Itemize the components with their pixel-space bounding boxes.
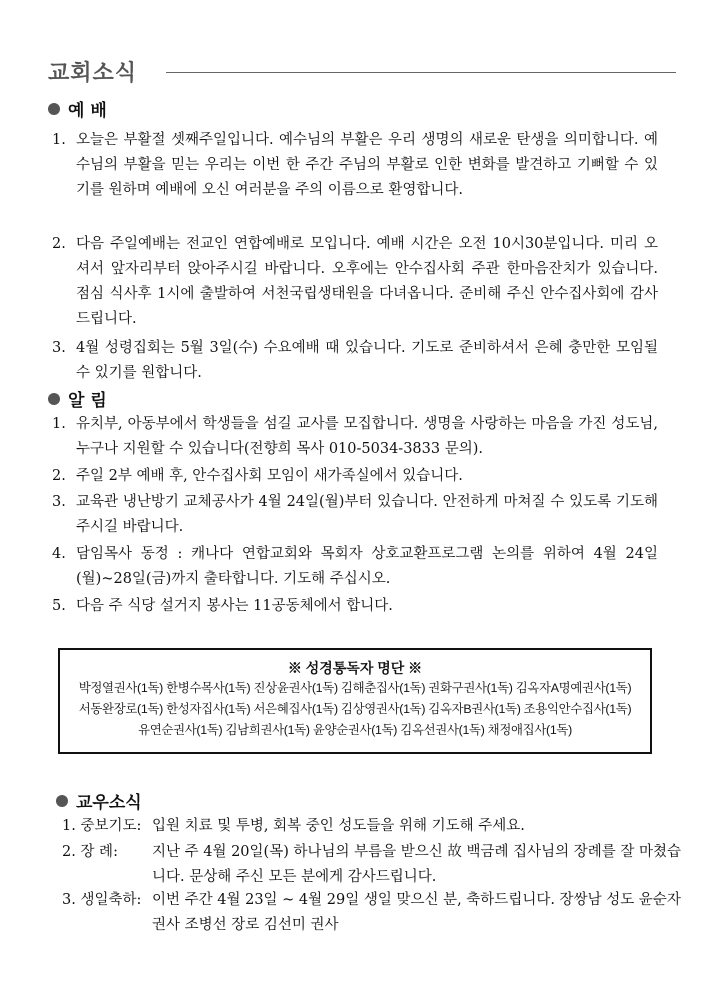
item-text: 다음 주일예배는 전교인 연합예배로 모입니다. 예배 시간은 오전 10시30분입니다. 미리 오셔서 앞자리부터 앉아주시길 바랍니다. 오후에는 안수집사회 주관 한마음잔치가 있습니다. 점심 식사후 1시에 출발하여 서천국립생태원을 다녀옵니다. 준비해 주신 안수집사회에 감사드립니다. <box>76 236 658 327</box>
page-title: 교회소식 <box>48 60 138 86</box>
item-number: 2. <box>52 468 66 484</box>
item-text: 4월 성령집회는 5월 3일(수) 수요예배 때 있습니다. 기도로 준비하셔서 은혜 충만한 모임될 수 있기를 원합니다. <box>76 340 658 381</box>
item-number: 4. <box>52 546 66 562</box>
notice-item-3 <box>52 490 658 540</box>
worship-item-3 <box>52 336 658 386</box>
bible-box-line: 박정열권사(1독) 한병수목사(1독) 진상윤권사(1독) 김해춘집사(1독) 권화구권사(1독) 김옥자A명예권사(1독) <box>78 681 632 695</box>
item-number: 1. <box>52 416 66 432</box>
item-label: 2. 장 례: <box>62 844 118 860</box>
item-text: 다음 주 식당 설거지 봉사는 11공동체에서 합니다. <box>76 598 393 614</box>
notice-item-2 <box>52 464 658 489</box>
notice-heading-label: 알 림 <box>68 391 107 411</box>
header-divider <box>166 72 676 73</box>
item-text: 유치부, 아동부에서 학생들을 섬길 교사를 모집합니다. 생명을 사랑하는 마음을 가진 성도님, 누구나 지원할 수 있습니다(전향희 목사 010-5034-3833 문의). <box>76 416 658 457</box>
members-heading-label: 교우소식 <box>76 793 142 813</box>
bible-box-line: 유연순권사(1독) 김남희권사(1독) 윤양순권사(1독) 김옥선권사(1독) 채정애집사(1독) <box>138 723 572 737</box>
item-text: 입원 치료 및 투병, 회복 중인 성도들을 위해 기도해 주세요. <box>152 818 525 834</box>
notice-item-4 <box>52 542 658 592</box>
item-text: 오늘은 부활절 셋째주일입니다. 예수님의 부활은 우리 생명의 새로운 탄생을 의미합니다. 예수님의 부활을 믿는 우리는 이번 한 주간 주님의 부활로 인한 변화를 발견하고 기뻐할 수 있기를 원하며 예배에 오신 여러분을 주의 이름으로 환영합니다. <box>76 132 658 198</box>
item-text: 지난 주 4월 20일(목) 하나님의 부름을 받으신 故 백금례 집사님의 장례를 잘 마쳤습니다. 문상해 주신 모든 분에게 감사드립니다. <box>152 844 682 885</box>
bible-box-line: 서동완장로(1독) 한성자집사(1독) 서은혜집사(1독) 김상영권사(1독) 김옥자B권사(1독) 조용익안수집사(1독) <box>78 702 632 716</box>
item-number: 3. <box>52 340 66 356</box>
notice-heading <box>48 386 107 411</box>
item-number: 1. <box>52 132 66 148</box>
worship-heading-label: 예 배 <box>68 101 107 121</box>
item-number: 5. <box>52 598 66 614</box>
worship-item-1 <box>52 128 658 203</box>
item-text: 교육관 냉난방기 교체공사가 4월 24일(월)부터 있습니다. 안전하게 마쳐질 수 있도록 기도해 주시길 바랍니다. <box>76 494 658 535</box>
item-number: 2. <box>52 236 66 252</box>
bullet-icon <box>48 393 60 405</box>
worship-heading <box>48 96 107 121</box>
bullet-icon <box>56 795 68 807</box>
item-text: 담임목사 동정 : 캐나다 연합교회와 목회자 상호교환프로그램 논의를 위하여 4월 24일(월)~28일(금)까지 출타합니다. 기도해 주십시오. <box>76 546 658 587</box>
item-number: 3. <box>52 494 66 510</box>
bible-box-title: ※ 성경통독자 명단 ※ <box>287 660 423 676</box>
bullet-icon <box>48 103 60 115</box>
notice-item-1 <box>52 412 658 462</box>
bible-reading-box <box>58 648 652 754</box>
item-label: 1. 중보기도: <box>62 818 142 834</box>
page-header <box>48 56 676 86</box>
item-text: 이번 주간 4월 23일 ~ 4월 29일 생일 맞으신 분, 축하드립니다. 장쌍남 성도 윤순자 권사 조병선 장로 김선미 권사 <box>152 892 681 933</box>
item-text: 주일 2부 예배 후, 안수집사회 모임이 새가족실에서 있습니다. <box>76 468 463 484</box>
item-label: 3. 생일축하: <box>62 892 142 908</box>
notice-item-5 <box>52 594 658 619</box>
members-heading <box>56 788 142 813</box>
worship-item-2 <box>52 232 658 332</box>
